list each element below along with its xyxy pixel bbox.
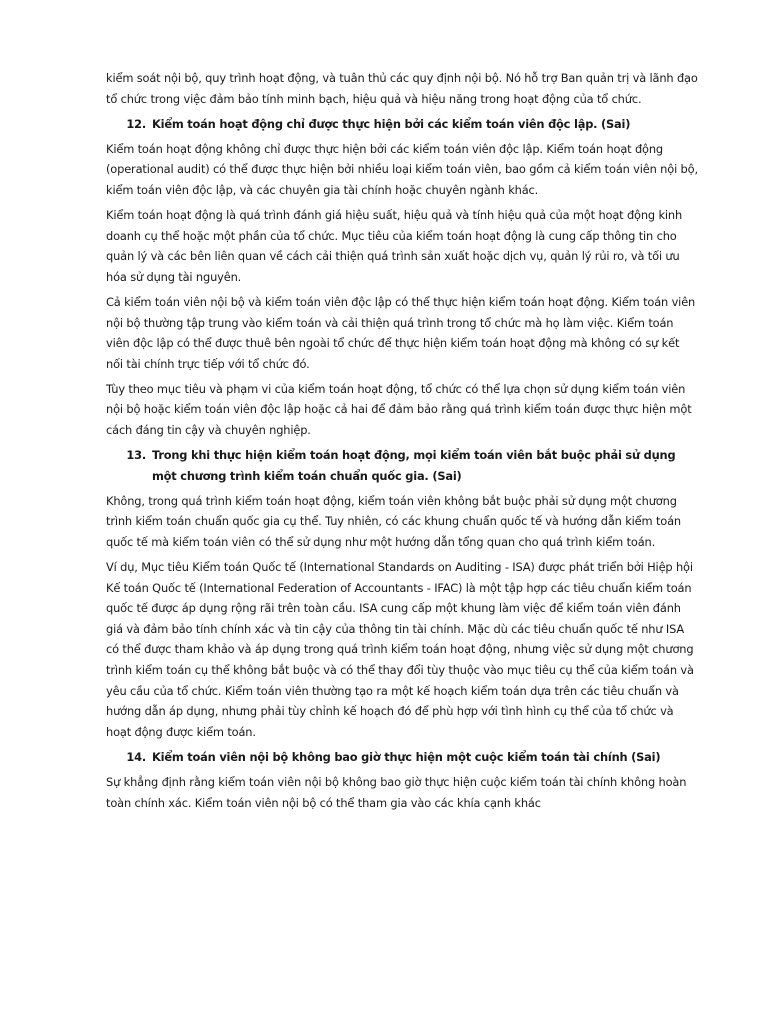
paragraph: Tùy theo mục tiêu và phạm vi của kiểm toán hoạt động, tổ chức có thể lựa chọn sử dụng kiểm toán viên nội bộ hoặc kiểm toán viên độc lập hoặc cả hai để đảm bảo rằng quá trình kiểm toán được thực hiện một cách đáng tin cậy và chuyên nghiệp. (106, 381, 692, 437)
question-text: Trong khi thực hiện kiểm toán hoạt động, mọi kiểm toán viên bắt buộc phải sử dụng một chương trình kiểm toán chuẩn quốc gia. (Sai) (152, 448, 676, 483)
question-heading-13 (106, 445, 698, 486)
question-number: 12. (126, 116, 146, 131)
question-heading-14 (106, 747, 698, 768)
paragraph: Không, trong quá trình kiểm toán hoạt động, kiểm toán viên không bắt buộc phải sử dụng một chương trình kiểm toán chuẩn quốc gia cụ thể. Tuy nhiên, có các khung chuẩn quốc tế và hướng dẫn kiểm toán quốc tế mà kiểm toán viên có thể sử dụng như một hướng dẫn tổng quan cho quá trình kiểm toán. (106, 493, 681, 549)
paragraph: Ví dụ, Mục tiêu Kiểm toán Quốc tế (International Standards on Auditing - ISA) được phát triển bởi Hiệp hội Kế toán Quốc tế (International Federation of Accountants - IFAC) là một tập hợp các tiêu chuẩn kiểm toán quốc tế được áp dụng rộng rãi trên toàn cầu. ISA cung cấp một khung làm việc để kiểm toán viên đánh giá và đảm bảo tính chính xác và tin cậy của thông tin tài chính. Mặc dù các tiêu chuẩn quốc tế như ISA có thể được tham khảo và áp dụng trong quá trình kiểm toán hoạt động, nhưng việc sử dụng một chương trình kiểm toán cụ thể không bắt buộc và có thể thay đổi tùy thuộc vào mục tiêu cụ thể của kiểm toán và yêu cầu của tổ chức. Kiểm toán viên thường tạo ra một kế hoạch kiểm toán dựa trên các tiêu chuẩn và hướng dẫn áp dụng, nhưng phải tùy chỉnh kế hoạch đó để phù hợp với tình hình cụ thể của tổ chức và hoạt động được kiểm toán. (106, 560, 694, 739)
question-text: Kiểm toán hoạt động chỉ được thực hiện bởi các kiểm toán viên độc lập. (Sai) (152, 116, 631, 131)
question-text: Kiểm toán viên nội bộ không bao giờ thực hiện một cuộc kiểm toán tài chính (Sai) (152, 749, 661, 764)
paragraph: Sự khẳng định rằng kiểm toán viên nội bộ không bao giờ thực hiện cuộc kiểm toán tài chính không hoàn toàn chính xác. Kiểm toán viên nội bộ có thể tham gia vào các khía cạnh khác (106, 775, 687, 810)
paragraph: Kiểm toán hoạt động không chỉ được thực hiện bởi các kiểm toán viên độc lập. Kiểm toán hoạt động (operational audit) có thể được thực hiện bởi nhiều loại kiểm toán viên, bao gồm cả kiểm toán viên nội bộ, kiểm toán viên độc lập, và các chuyên gia tài chính hoặc chuyên ngành khác. (106, 141, 698, 197)
question-number: 14. (126, 749, 146, 764)
question-number: 13. (126, 448, 146, 463)
question-heading-12 (106, 114, 698, 135)
paragraph: Cả kiểm toán viên nội bộ và kiểm toán viên độc lập có thể thực hiện kiểm toán hoạt động. Kiểm toán viên nội bộ thường tập trung vào kiểm toán và cải thiện quá trình trong tổ chức mà họ làm việc. Kiểm toán viên độc lập có thể được thuê bên ngoài tổ chức để thực hiện kiểm toán hoạt động mà không có sự kết nối tài chính trực tiếp với tổ chức đó. (106, 294, 696, 371)
paragraph: kiểm soát nội bộ, quy trình hoạt động, và tuân thủ các quy định nội bộ. Nó hỗ trợ Ban quản trị và lãnh đạo tổ chức trong việc đảm bảo tính minh bạch, hiệu quả và hiệu năng trong hoạt động của tổ chức. (106, 71, 698, 106)
document-page (106, 68, 698, 818)
paragraph: Kiểm toán hoạt động là quá trình đánh giá hiệu suất, hiệu quả và tính hiệu quả của một hoạt động kinh doanh cụ thể hoặc một phần của tổ chức. Mục tiêu của kiểm toán hoạt động là cung cấp thông tin cho quản lý và các bên liên quan về cách cải thiện quá trình sản xuất hoặc dịch vụ, quản lý rủi ro, và tối ưu hóa sử dụng tài nguyên. (106, 208, 683, 284)
